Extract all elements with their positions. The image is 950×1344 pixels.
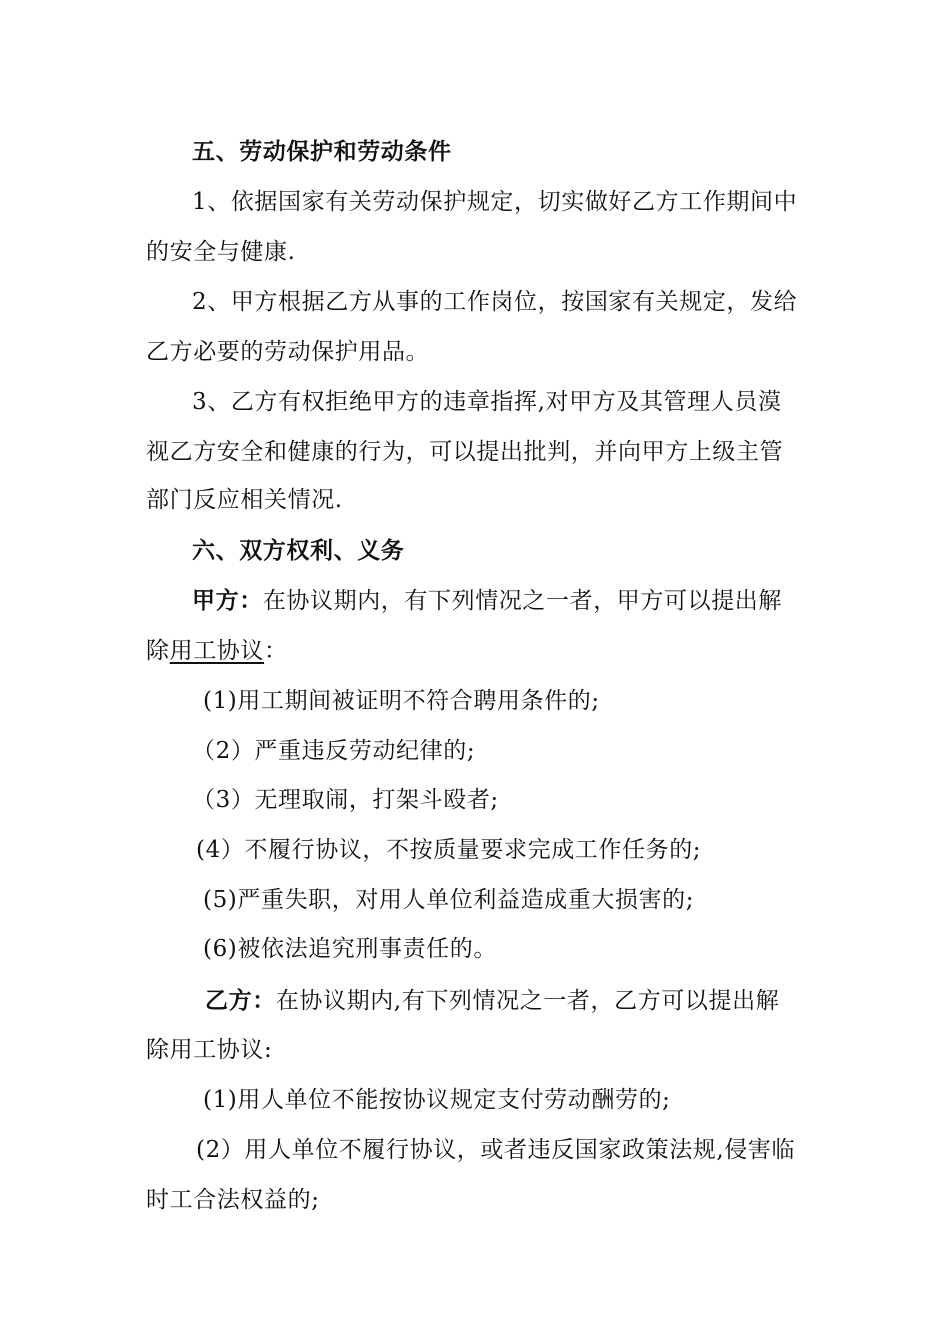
text-span: ： [264, 638, 288, 664]
party-b-intro-text: 在协议期内,有下列情况之一者，乙方可以提出解 [275, 988, 780, 1014]
list-item: (4）不履行协议，不按质量要求完成工作任务的; [196, 837, 702, 863]
list-item: (1)用工期间被证明不符合聘用条件的; [203, 688, 600, 714]
list-item: (6)被依法追究刑事责任的。 [203, 936, 497, 962]
paragraph-line: 的安全与健康. [146, 239, 296, 265]
paragraph-line: 1、依据国家有关劳动保护规定，切实做好乙方工作期间中 [192, 189, 798, 215]
paragraph-line: 部门反应相关情况. [146, 487, 343, 513]
party-a-intro [192, 585, 782, 617]
party-b-label: 乙方： [205, 987, 276, 1014]
list-item: (5)严重失职，对用人单位利益造成重大损害的; [203, 887, 695, 913]
employment-agreement-link[interactable]: 用工协议 [169, 638, 265, 664]
text-span: 除 [146, 638, 170, 664]
paragraph-line: 2、甲方根据乙方从事的工作岗位，按国家有关规定，发给 [192, 289, 798, 315]
party-b-intro-cont: 除用工协议: [146, 1037, 273, 1063]
list-item: (1)用人单位不能按协议规定支付劳动酬劳的; [203, 1087, 671, 1113]
party-a-label: 甲方： [192, 587, 263, 614]
list-item: （2）严重违反劳动纪律的; [192, 738, 476, 764]
party-a-intro-cont [146, 635, 288, 667]
section-heading-5: 五、劳动保护和劳动条件 [192, 138, 452, 165]
paragraph-line: 视乙方安全和健康的行为，可以提出批判，并向甲方上级主管 [146, 439, 784, 465]
list-item: (2）用人单位不履行协议，或者违反国家政策法规,侵害临 [196, 1137, 796, 1163]
paragraph-line: 3、乙方有权拒绝甲方的违章指挥,对甲方及其管理人员漠 [192, 389, 782, 415]
paragraph-line: 乙方必要的劳动保护用品。 [146, 339, 430, 365]
party-a-intro-text: 在协议期内，有下列情况之一者，甲方可以提出解 [262, 588, 783, 614]
section-heading-6: 六、双方权利、义务 [192, 537, 405, 564]
list-item: （3）无理取闹，打架斗殴者; [192, 787, 499, 813]
party-b-intro [205, 985, 779, 1017]
list-item: 时工合法权益的; [146, 1187, 320, 1213]
